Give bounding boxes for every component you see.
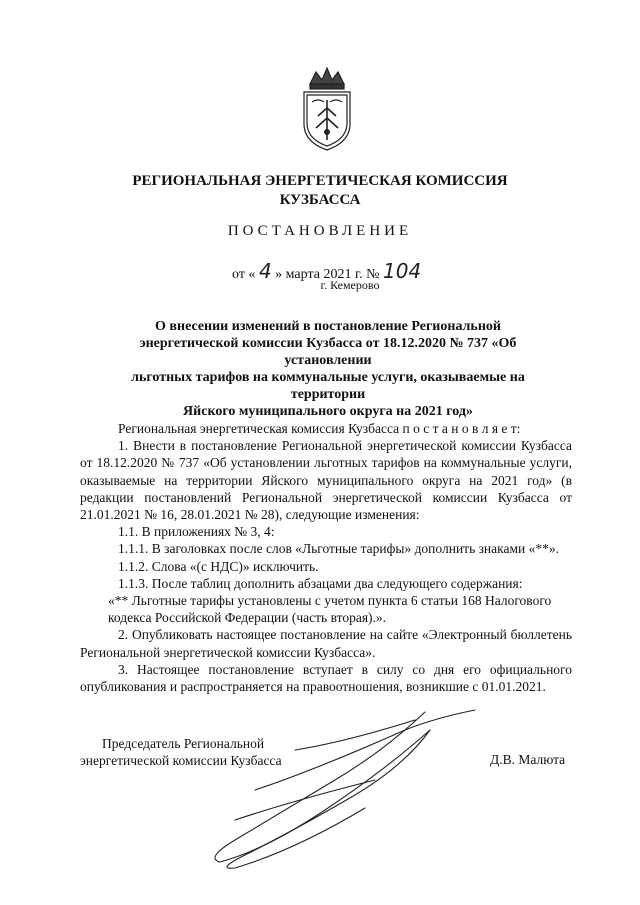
date-middle: » марта 2021 г. №	[275, 267, 380, 282]
subject-line: энергетической комиссии Кузбасса от 18.12.2020 № 737 «Об установлении	[139, 336, 517, 368]
subject-block	[100, 318, 556, 420]
paragraph-1-1-1: 1.1.1. В заголовках после слов «Льготные тарифы» дополнить знаками «**».	[118, 541, 560, 557]
document-type: ПОСТАНОВЛЕНИЕ	[227, 223, 413, 239]
intro-paragraph: Региональная энергетическая комиссия Кузбасса п о с т а н о в л я е т:	[118, 421, 521, 436]
coat-of-arms-emblem	[298, 62, 356, 152]
city: г. Кемерово	[320, 278, 380, 292]
org-title-line2: КУЗБАССА	[279, 192, 361, 208]
date-prefix: от «	[232, 267, 256, 282]
document-number-handwritten: 104	[383, 259, 422, 283]
body-text	[80, 420, 572, 695]
signatory-name: Д.В. Малюта	[490, 752, 566, 767]
paragraph-1-1-2: 1.1.2. Слова «(с НДС)» исключить.	[118, 558, 319, 574]
quoted-note: «** Льготные тарифы установлены с учетом пункта 6 статьи 168 Налогового кодекса Российской Федерации (часть вторая).».	[108, 593, 552, 626]
subject-line: льготных тарифов на коммунальные услуги, оказываемые на территории	[131, 370, 525, 402]
date-day-handwritten: 4	[258, 259, 272, 283]
paragraph-1-1: 1.1. В приложениях № 3, 4:	[118, 524, 275, 540]
paragraph-2: 2. Опубликовать настоящее постановление на сайте «Электронный бюллетень Региональной энергетической комиссии Кузбасса».	[80, 627, 572, 660]
org-title-line1: РЕГИОНАЛЬНАЯ ЭНЕРГЕТИЧЕСКАЯ КОМИССИЯ	[132, 173, 508, 189]
subject-line: О внесении изменений в постановление Региональной	[155, 319, 501, 334]
subject-line: Яйского муниципального округа на 2021 год»	[183, 404, 473, 419]
paragraph-1: 1. Внести в постановление Региональной энергетической комиссии Кузбасса от 18.12.2020 № 737 «Об установлении льготных тарифов на коммунальные услуги, оказываемые на территории Яйского муниципального округа на 2021 год» (в редакции постановлений Региональной энергетической комиссии Кузбасса от 21.01.2021 № 16, 28.01.2021 № 28), следующие изменения:	[80, 438, 572, 523]
signatory-title-line2: энергетической комиссии Кузбасса	[80, 753, 282, 768]
paragraph-1-1-3: 1.1.3. После таблиц дополнить абзацами два следующего содержания:	[118, 575, 523, 591]
paragraph-3: 3. Настоящее постановление вступает в силу со дня его официального опубликования и распространяется на правоотношения, возникшие с 01.01.2021.	[80, 661, 572, 695]
signatory-title-line1: Председатель Региональной	[102, 736, 265, 751]
handwritten-signature	[175, 690, 495, 880]
